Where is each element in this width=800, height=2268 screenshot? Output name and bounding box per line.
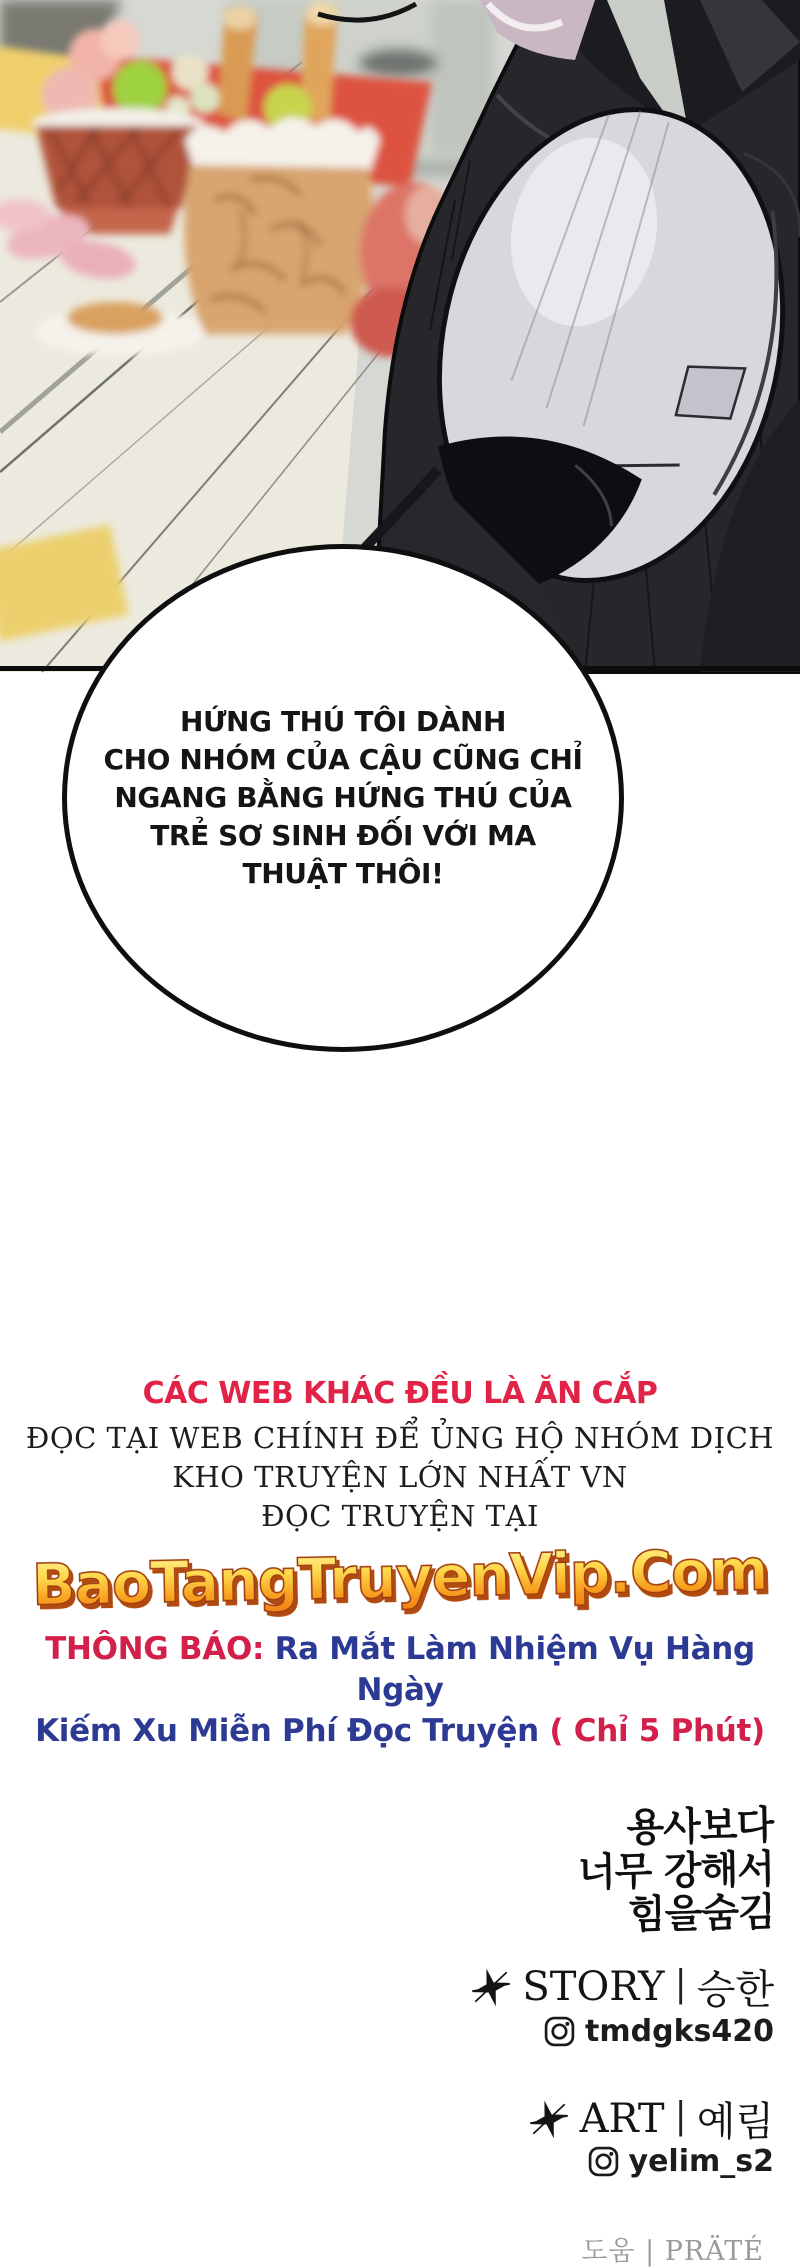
site-logo-row [0,1537,800,1619]
speech-line: NGANG BẰNG HỨNG THÚ CỦA [114,780,572,814]
speech-line: THUẬT THÔI! [242,857,444,891]
credit-separator: | [674,2096,687,2137]
site-logo[interactable]: BaoTangTruyenVip.Com [31,1537,769,1619]
speech-bubble [62,544,624,1052]
story-instagram-handle: tmdgks420 [585,2014,774,2049]
notice-text-1: Ra Mắt Làm Nhiệm Vụ Hàng Ngày [264,1631,755,1708]
notice-line-2 [0,1711,800,1752]
dessert-vase [184,165,374,334]
speech-text [75,703,610,893]
art-credit [528,2090,774,2147]
notice-text-3: ( Chỉ 5 Phút) [549,1712,765,1749]
notice-text-2: Kiếm Xu Miễn Phí Đọc Truyện [35,1712,550,1749]
story-label: STORY [522,1963,665,2010]
notice-label: THÔNG BÁO: [45,1631,265,1667]
anti-piracy-warning: CÁC WEB KHÁC ĐỀU LÀ ĂN CẮP [142,1376,658,1411]
story-credit [470,1958,774,2015]
notice-line-1 [0,1629,800,1711]
art-label: ART [579,2095,665,2142]
fruit-basket [36,126,200,208]
art-instagram[interactable] [587,2144,774,2179]
series-title-line: 힘을숨김 [627,1890,776,1939]
assist-credit-partial: 도움 | PRÄTÉ [581,2236,764,2267]
speech-line: CHO NHÓM CỦA CẬU CŨNG CHỈ [103,742,583,776]
art-author: 예림 [696,2099,774,2145]
instagram-icon [587,2145,620,2178]
story-instagram[interactable] [543,2014,774,2049]
kho-line: KHO TRUYỆN LỚN NHẤT VN [172,1460,628,1494]
green-apple [113,61,167,115]
story-author: 승한 [696,1967,774,2013]
sparkle-icon [470,1966,512,2008]
instagram-icon [543,2015,576,2048]
art-instagram-handle: yelim_s2 [628,2144,774,2179]
speech-line: TRẺ SƠ SINH ĐỐI VỚI MA [150,819,536,853]
notice-block [0,1629,800,1752]
sparkle-icon [528,2098,570,2140]
credit-separator: | [674,1964,687,2005]
support-line: ĐỌC TẠI WEB CHÍNH ĐỂ ỦNG HỘ NHÓM DỊCH [25,1421,775,1455]
speech-line: HỨNG THÚ TÔI DÀNH [179,704,507,738]
series-title-line: 용사보다 [626,1803,774,1851]
promo-block [0,1376,800,1752]
series-title-line: 너무 강해서 [577,1846,775,1896]
read-at-line: ĐỌC TRUYỆN TẠI [261,1499,539,1533]
series-title-logo [577,1804,775,1938]
